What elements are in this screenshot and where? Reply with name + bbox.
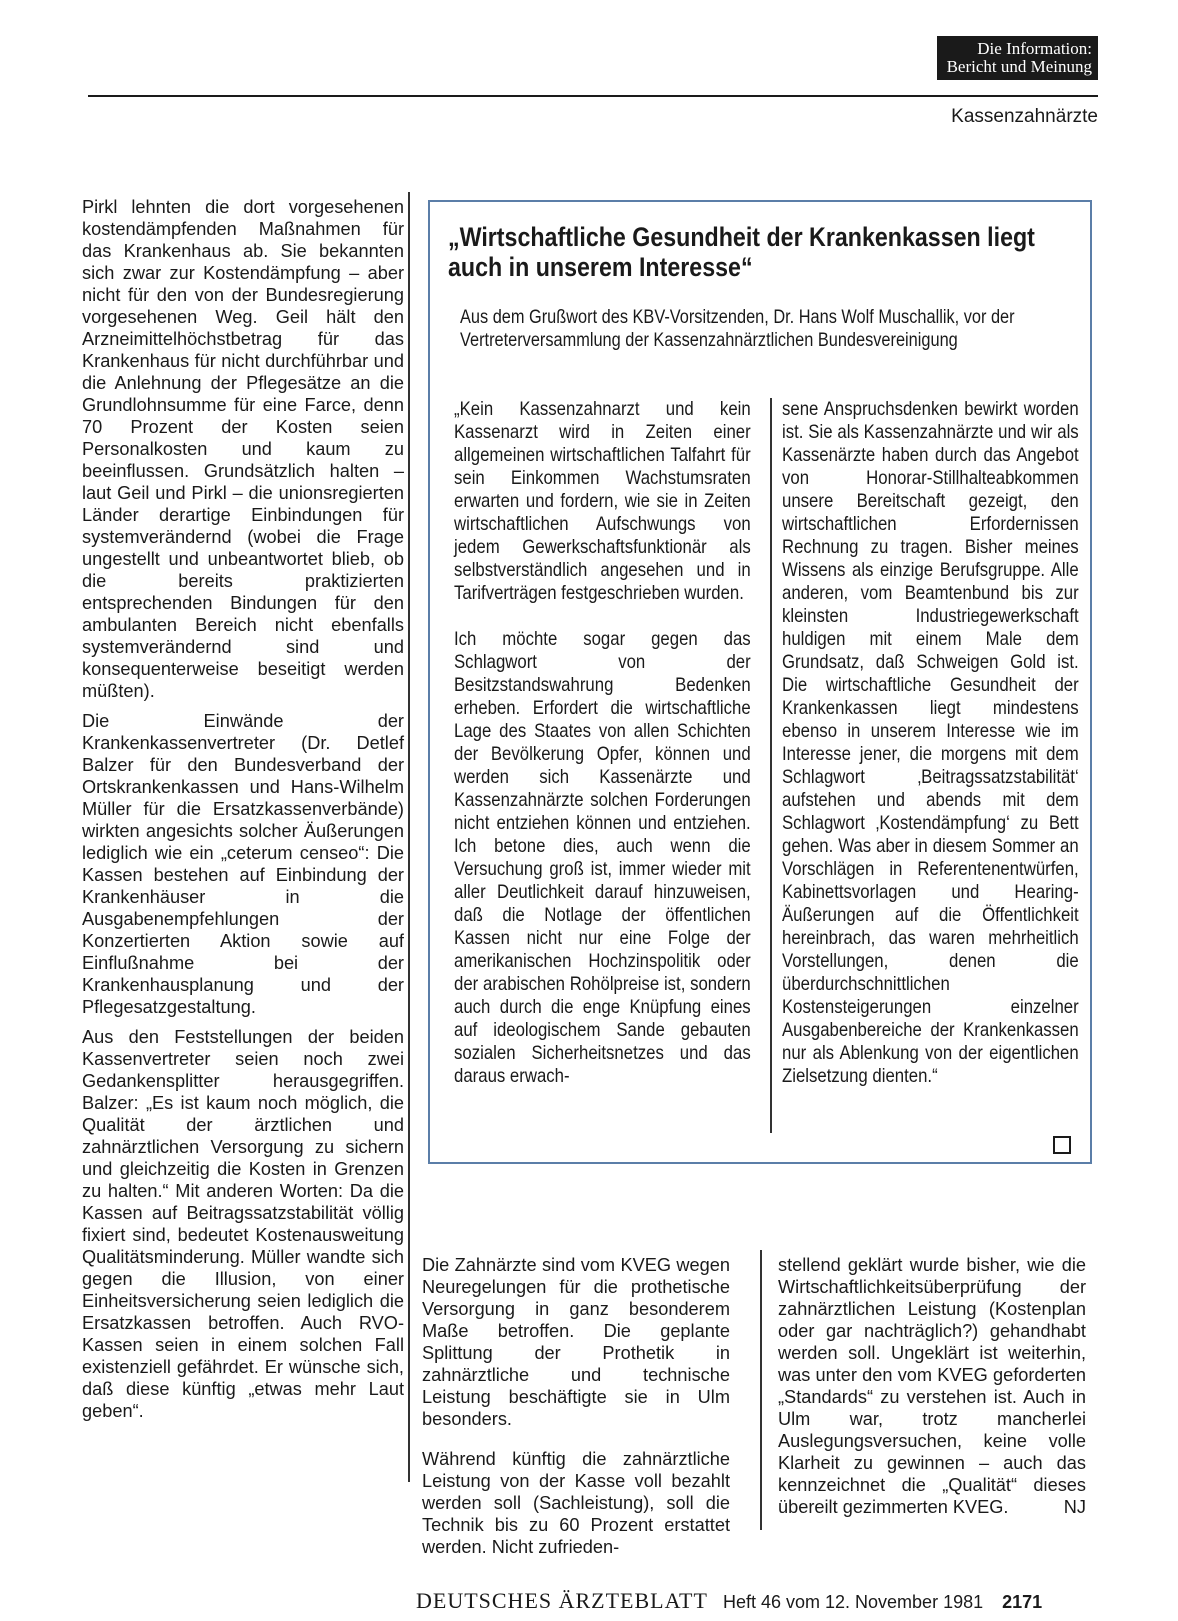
left-paragraph-3: Aus den Feststellungen der beiden Kassenvertreter seien noch zwei Gedankensplitter herausgegriffen. Balzer: „Es ist kaum noch möglich, die Qualität der ärztlichen und zahnärztlichen Versorgung zu sichern und gleichzeitig die Kosten in Grenzen zu halten.“ Mit anderen Worten: Da die Kassen auf Beitragssatzstabilität völlig fixiert sind, bedeutet Kostenausweitung Qualitätsminderung. Müller wandte sich gegen die Illusion, von einer Einheitsversicherung seien lediglich die Ersatzkassen betroffen. Auch RVO-Kassen seien in einem solchen Fall existenziell gefährdet. Er wünsche sich, daß diese künftig „etwas mehr Laut geben“. xyxy=(82,1027,404,1421)
bottom-column-2 xyxy=(778,1254,1086,1536)
column-divider-bottom xyxy=(760,1250,762,1530)
header-rule xyxy=(88,95,1098,97)
quote-paragraph-3: sene Anspruchsdenken bewirkt worden ist. Sie als Kassenzahnärzte und wir als Kassenärzte haben durch das Angebot von Honorar-Stillhalteabkommen unsere Bereitschaft gezeigt, den wirtschaftlichen Erfordernissen Rechnung zu tragen. Bisher meines Wissens als einzige Berufsgruppe. Alle anderen, vom Beamtenbund bis zur kleinsten Industriegewerkschaft huldigen mit einem Male dem Grundsatz, daß Schweigen Gold ist. Die wirtschaftliche Gesundheit der Krankenkassen liegt mindestens ebenso in unserem Interesse wie im Interesse jener, die morgens mit dem Schlagwort ‚Beitragssatzstabilität‘ aufstehen und abends mit dem Schlagwort ‚Kostendämpfung‘ zu Bett gehen. Was aber in diesem Sommer an Vorschlägen in Referentenentwürfen, Kabinettsvorlagen und Hearing-Äußerungen auf die Öffentlichkeit hereinbrach, das waren mehrheitlich Vorstellungen, denen die überdurchschnittlichen Kostensteigerungen einzelner Ausgabenbereiche der Krankenkassen nur als Ablenkung von der eigentlichen Zielsetzung dienten.“ xyxy=(782,398,1079,1087)
left-column xyxy=(82,196,404,1430)
left-paragraph-1: Pirkl lehnten die dort vorgesehenen kostendämpfenden Maßnahmen für das Krankenhaus ab. Sie bekannten sich zwar zur Kostendämpfung – aber nicht für den von der Bundesregierung vorgesehenen Weg. Geil hält den Arzneimittelhöchstbetrag für das Krankenhaus für nicht durchführbar und die Anlehnung der Pflegesätze an die Grundlohnsumme für eine Farce, denn 70 Prozent der Kosten seien Personalkosten und kaum zu beeinflussen. Grundsätzlich halten – laut Geil und Pirkl – die unionsregierten Länder derartige Einbindungen für systemverändernd (wobei die Frage ungestellt und unbeantwortet blieb, ob die bereits praktizierten entsprechenden Bindungen für den ambulanten Bereich nicht ebenfalls systemverändernd sind und konsequenterweise beseitigt werden müßten). xyxy=(82,197,404,701)
section-label: Kassenzahnärzte xyxy=(951,106,1098,127)
rubric-line-1: Die Information: xyxy=(977,39,1092,58)
author-initials: NJ xyxy=(1063,1497,1086,1517)
bottom-paragraph-3 xyxy=(778,1254,1086,1518)
column-divider-left xyxy=(408,192,410,1482)
bottom-paragraph-1: Die Zahnärzte sind vom KVEG wegen Neuregelungen für die prothetische Versorgung in ganz besonderem Maße betroffen. Die geplante Splittung der Prothetik in zahnärztliche und technische Leistung beschäftigte sie in Ulm besonders. xyxy=(422,1255,730,1429)
quote-paragraph-2: Ich möchte sogar gegen das Schlagwort von der Besitzstandswahrung Bedenken erheben. Erfordert die wirtschaftliche Lage des Staates von allen Schichten der Bevölkerung Opfer, können und werden sich Kassenärzte und Kassenzahnärzte solchen Forderungen nicht entziehen können und entziehen. Ich betone dies, auch wenn die Versuchung groß ist, immer wieder mit aller Deutlichkeit darauf hinzuweisen, daß die Notlage der öffentlichen Kassen nicht nur eine Folge der amerikanischen Hochzinspolitik oder der arabischen Rohölpreise ist, sondern auch durch die enge Knüpfung eines auf ideologischem Sande gebauten sozialen Sicherheitsnetzes und das daraus erwach- xyxy=(454,628,751,1087)
rubric-line-2: Bericht und Meinung xyxy=(946,57,1092,76)
quote-column-1 xyxy=(454,398,751,1111)
quote-box-subtitle: Aus dem Grußwort des KBV-Vorsitzenden, Dr. Hans Wolf Muschallik, vor der Vertreterversammlung der Kassenzahnärztlichen Bundesvereinigung xyxy=(460,307,1015,351)
quote-paragraph-1: „Kein Kassenzahnarzt und kein Kassenarzt wird in Zeiten einer allgemeinen wirtschaftlichen Talfahrt für sein Einkommen Wachstumsraten erwarten und fordern, wie sie in Zeiten wirtschaftlichen Aufschwungs von jedem Gewerkschaftsfunktionär als selbstverständlich angesehen und in Tarifverträgen festgeschrieben wurden. xyxy=(454,398,751,604)
bottom-column-1 xyxy=(422,1254,730,1576)
magazine-name: DEUTSCHES ÄRZTEBLATT xyxy=(416,1588,708,1613)
bottom-paragraph-2: Während künftig die zahnärztliche Leistung von der Kasse voll bezahlt werden soll (Sachleistung), soll die Technik bis zu 60 Prozent erstattet werden. Nicht zufrieden- xyxy=(422,1449,730,1557)
quote-column-divider xyxy=(770,398,772,1133)
quote-box-title: „Wirtschaftliche Gesundheit der Krankenkassen liegt auch in unserem Interesse“ xyxy=(448,222,1035,282)
page-footer xyxy=(416,1588,1096,1614)
page-number: 2171 xyxy=(1002,1592,1043,1612)
left-paragraph-2: Die Einwände der Krankenkassenvertreter (Dr. Detlef Balzer für den Bundesverband der Ortskrankenkassen und Hans-Wilhelm Müller für die Ersatzkassenverbände) wirkten angesichts solcher Äußerungen lediglich wie ein „ceterum censeo“: Die Kassen bestehen auf Einbindung der Krankenhäuser in die Ausgabenempfehlungen der Konzertierten Aktion sowie auf Einflußnahme bei der Krankenhausplanung und der Pflegesatzgestaltung. xyxy=(82,711,404,1017)
quote-column-2 xyxy=(782,398,1079,1111)
end-of-article-mark xyxy=(1053,1136,1071,1154)
issue-info: Heft 46 vom 12. November 1981 xyxy=(722,1592,984,1612)
rubric-badge xyxy=(937,36,1098,80)
bottom-paragraph-3-text: stellend geklärt wurde bisher, wie die Wirtschaftlichkeitsüberprüfung der zahnärztlichen Leistung (Kostenplan oder gar nachträglich?) gehandhabt werden soll. Ungeklärt ist weiterhin, was unter den vom KVEG geforderten „Standards“ zu verstehen ist. Auch in Ulm war, trotz mancherlei Auslegungsversuchen, keine volle Klarheit zu gewinnen – auch das kennzeichnet die „Qualität“ dieses übereilt gezimmerten KVEG. xyxy=(778,1255,1086,1517)
